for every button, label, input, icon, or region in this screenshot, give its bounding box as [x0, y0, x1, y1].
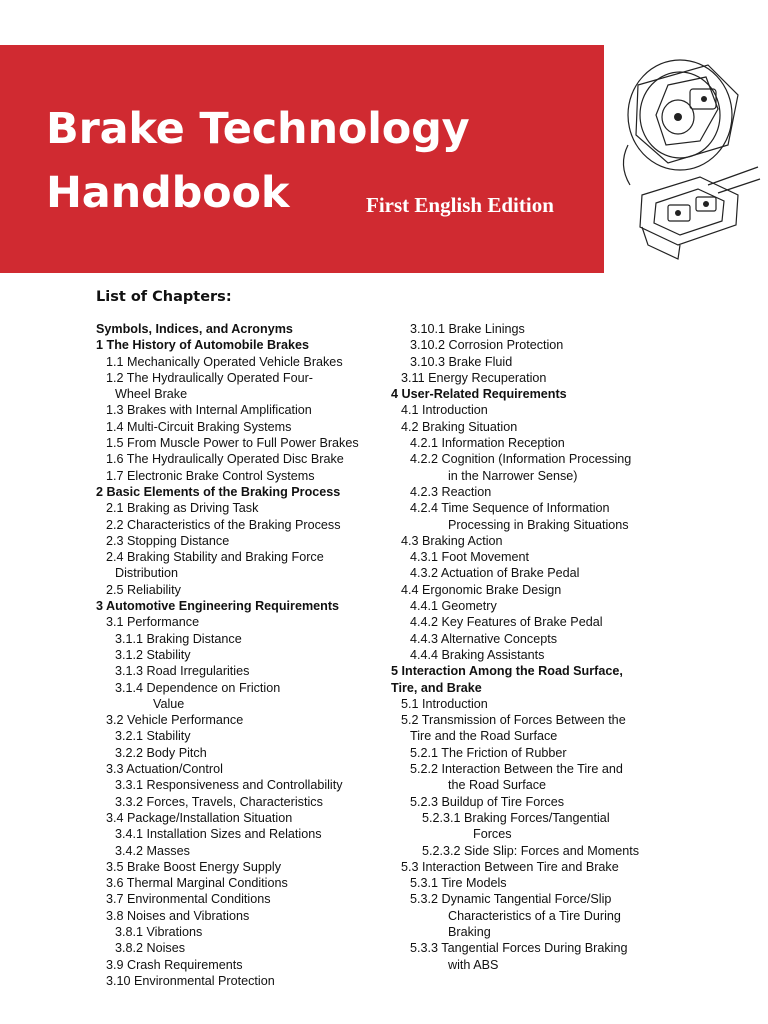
- chapter-entry: 5.2.3 Buildup of Tire Forces: [410, 794, 565, 809]
- chapter-entry: 3.10 Environmental Protection: [106, 973, 275, 988]
- chapter-entry: with ABS: [448, 957, 499, 972]
- chapter-entry: 4.4 Ergonomic Brake Design: [401, 582, 562, 597]
- chapter-entry: 1.1 Mechanically Operated Vehicle Brakes: [106, 354, 343, 369]
- title-line-2: Handbook: [46, 168, 290, 218]
- chapter-entry: the Road Surface: [448, 778, 547, 793]
- chapter-entry: 1.2 The Hydraulically Operated Four-: [106, 370, 313, 385]
- chapters-heading: List of Chapters:: [96, 289, 232, 305]
- chapter-entry: 3.8.1 Vibrations: [115, 924, 203, 939]
- chapter-entry: 3.8 Noises and Vibrations: [106, 908, 250, 923]
- chapter-entry: 3.10.2 Corrosion Protection: [410, 338, 564, 353]
- chapter-entry: 1 The History of Automobile Brakes: [96, 338, 309, 353]
- chapter-entry: 3.1.4 Dependence on Friction: [115, 680, 281, 695]
- chapters-column-left: [96, 321, 396, 989]
- chapter-entry: 1.5 From Muscle Power to Full Power Brakes: [106, 436, 359, 451]
- chapter-entry: 3.4.2 Masses: [115, 843, 190, 858]
- chapter-entry: 5.3.3 Tangential Forces During Braking: [410, 941, 628, 956]
- chapter-entry: 2.1 Braking as Driving Task: [106, 501, 259, 516]
- chapter-entry: 3.7 Environmental Conditions: [106, 892, 271, 907]
- chapter-entry: 4.2 Braking Situation: [401, 419, 518, 434]
- chapter-entry: 3.3 Actuation/Control: [106, 762, 223, 777]
- chapter-entry: 3.1.1 Braking Distance: [115, 631, 242, 646]
- chapter-entry: 3.1.2 Stability: [115, 647, 191, 662]
- chapter-entry: 5.2.3.1 Braking Forces/Tangential: [422, 810, 610, 825]
- edition-label: First English Edition: [366, 193, 554, 217]
- chapter-entry: 5.3.2 Dynamic Tangential Force/Slip: [410, 892, 612, 907]
- chapter-entry: 5.2.1 The Friction of Rubber: [410, 745, 567, 760]
- chapter-entry: 3.6 Thermal Marginal Conditions: [106, 876, 288, 891]
- chapter-entry: 3.5 Brake Boost Energy Supply: [106, 859, 282, 874]
- chapter-entry: 3.2.2 Body Pitch: [115, 745, 207, 760]
- chapter-entry: 4.2.4 Time Sequence of Information: [410, 501, 610, 516]
- chapter-entry: 3.9 Crash Requirements: [106, 957, 243, 972]
- chapter-entry: Tire, and Brake: [391, 680, 482, 695]
- chapter-entry: 3.4.1 Installation Sizes and Relations: [115, 827, 322, 842]
- chapter-entry: 1.3 Brakes with Internal Amplification: [106, 403, 312, 418]
- chapter-entry: Value: [153, 696, 185, 711]
- chapter-entry: 4.2.2 Cognition (Information Processing: [410, 452, 632, 467]
- chapter-entry: 1.6 The Hydraulically Operated Disc Brake: [106, 452, 344, 467]
- chapter-entry: 3.10.1 Brake Linings: [410, 322, 525, 336]
- chapter-entry: 3.2.1 Stability: [115, 729, 191, 744]
- chapter-entry: Tire and the Road Surface: [410, 729, 558, 744]
- chapter-entry: 4.4.1 Geometry: [410, 599, 497, 614]
- chapter-entry: 4.3 Braking Action: [401, 533, 503, 548]
- chapter-entry: 3.10.3 Brake Fluid: [410, 354, 513, 369]
- chapter-entry: 3.8.2 Noises: [115, 941, 186, 956]
- chapter-entry: 4.2.1 Information Reception: [410, 436, 565, 451]
- chapter-entry: Characteristics of a Tire During: [448, 908, 621, 923]
- chapter-entry: 5.1 Introduction: [401, 696, 488, 711]
- chapter-entry: 4.4.2 Key Features of Brake Pedal: [410, 615, 603, 630]
- chapter-entry: in the Narrower Sense): [448, 468, 578, 483]
- chapter-entry: 2.4 Braking Stability and Braking Force: [106, 550, 324, 565]
- chapter-entry: 4.1 Introduction: [401, 403, 488, 418]
- chapter-entry: Braking: [448, 924, 491, 939]
- title-line-1: Brake Technology: [46, 104, 470, 154]
- chapter-entry: 4.2.3 Reaction: [410, 484, 492, 499]
- chapter-entry: 4.3.2 Actuation of Brake Pedal: [410, 566, 580, 581]
- chapter-entry: 4 User-Related Requirements: [391, 387, 567, 402]
- chapter-entry: 2.5 Reliability: [106, 582, 181, 597]
- chapter-entry: 2.2 Characteristics of the Braking Process: [106, 517, 341, 532]
- chapter-entry: Symbols, Indices, and Acronyms: [96, 322, 293, 336]
- chapter-entry: 3.11 Energy Recuperation: [401, 370, 547, 385]
- chapter-entry: 5.2.2 Interaction Between the Tire and: [410, 762, 623, 777]
- brake-caliper-illustration: [608, 45, 768, 273]
- chapter-entry: 3.2 Vehicle Performance: [106, 713, 244, 728]
- chapter-entry: Wheel Brake: [115, 387, 188, 402]
- chapter-entry: 3.3.2 Forces, Travels, Characteristics: [115, 794, 323, 809]
- chapter-entry: 4.4.3 Alternative Concepts: [410, 631, 558, 646]
- chapter-entry: Processing in Braking Situations: [448, 517, 629, 532]
- chapter-entry: 5.3.1 Tire Models: [410, 876, 507, 891]
- chapter-entry: 3 Automotive Engineering Requirements: [96, 599, 340, 614]
- chapter-entry: 2.3 Stopping Distance: [106, 533, 230, 548]
- chapter-entry: 1.4 Multi-Circuit Braking Systems: [106, 419, 292, 434]
- chapter-entry: 3.3.1 Responsiveness and Controllability: [115, 778, 343, 793]
- chapter-entry: 5 Interaction Among the Road Surface,: [391, 664, 623, 679]
- chapter-entry: 4.4.4 Braking Assistants: [410, 647, 545, 662]
- chapter-entry: 3.1.3 Road Irregularities: [115, 664, 250, 679]
- chapters-column-right: [391, 321, 681, 973]
- chapter-entry: 4.3.1 Foot Movement: [410, 550, 530, 565]
- chapter-entry: 1.7 Electronic Brake Control Systems: [106, 468, 315, 483]
- chapter-entry: 2 Basic Elements of the Braking Process: [96, 484, 341, 499]
- chapter-entry: 5.2 Transmission of Forces Between the: [401, 713, 626, 728]
- chapter-entry: 3.1 Performance: [106, 615, 200, 630]
- chapter-entry: Forces: [473, 827, 512, 842]
- chapter-entry: 3.4 Package/Installation Situation: [106, 810, 293, 825]
- chapter-entry: 5.3 Interaction Between Tire and Brake: [401, 859, 619, 874]
- chapter-entry: 5.2.3.2 Side Slip: Forces and Moments: [422, 843, 640, 858]
- chapter-entry: Distribution: [115, 566, 178, 581]
